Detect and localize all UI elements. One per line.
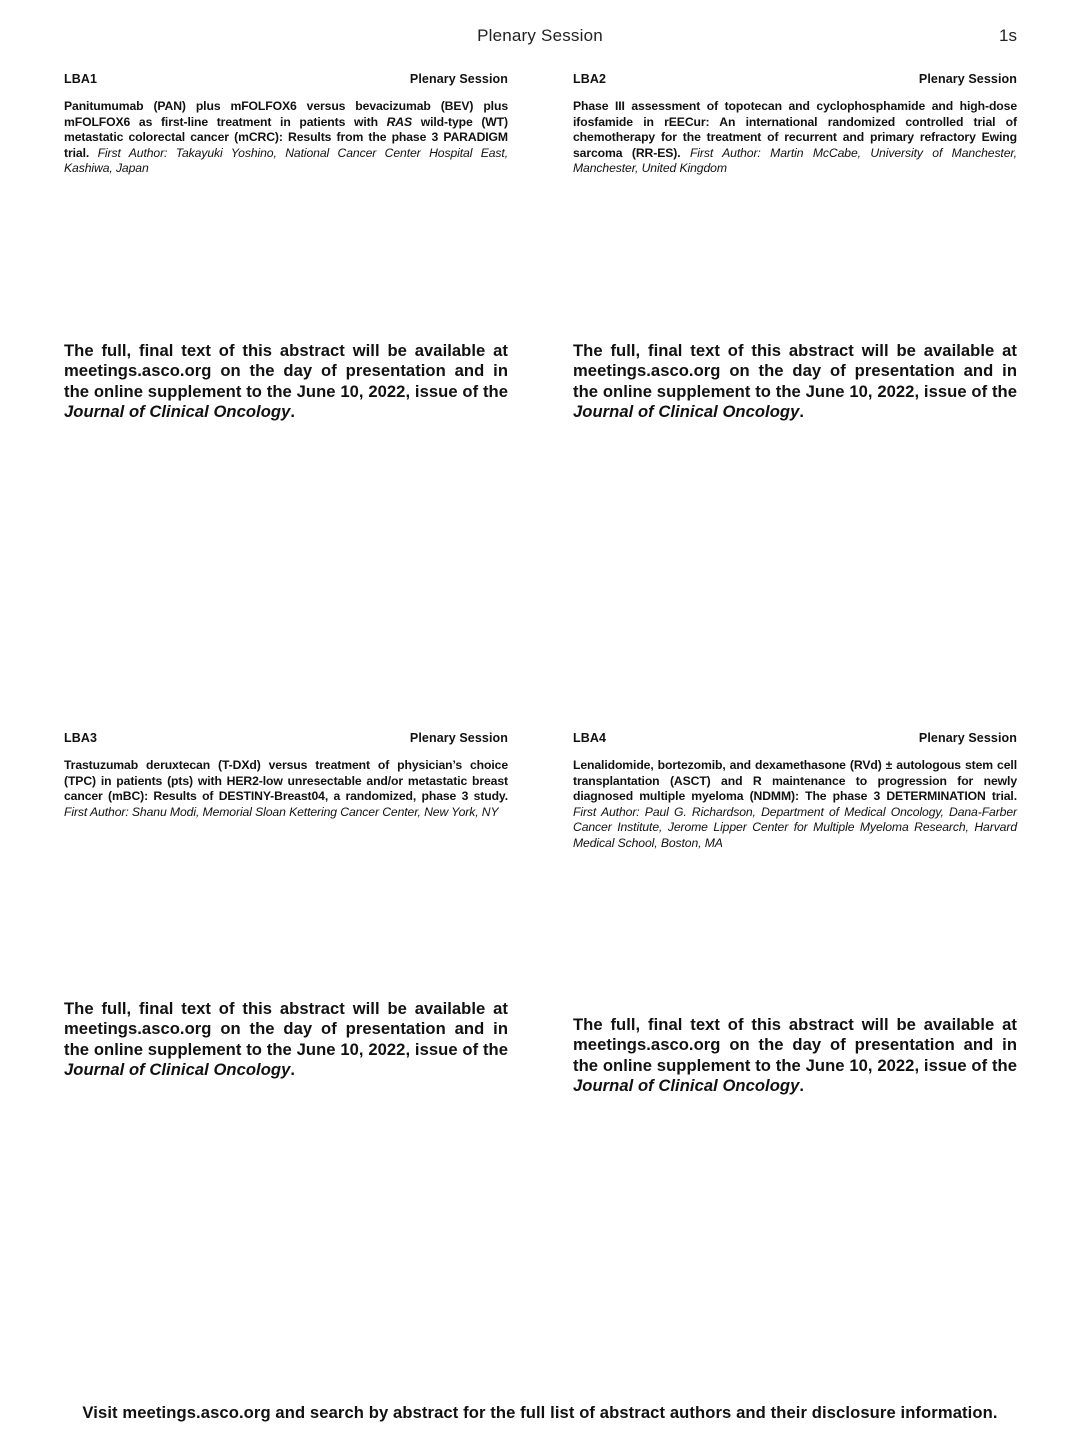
page-header bbox=[0, 26, 1080, 52]
running-header-title: Plenary Session bbox=[477, 26, 603, 45]
abstract-header bbox=[64, 731, 508, 745]
notice-end: . bbox=[290, 402, 296, 422]
notice-text: The full, final text of this abstract will be available at meetings.asco.org on the day of presentation and in the online supplement to the June 10, 2022, issue of the bbox=[573, 1015, 1017, 1075]
abstract-header bbox=[573, 731, 1017, 745]
abstract-first-author: First Author: Takayuki Yoshino, National Cancer Center Hospital East, Kashiwa, Japan bbox=[64, 145, 508, 176]
abstract-first-author: First Author: Shanu Modi, Memorial Sloan Kettering Cancer Center, New York, NY bbox=[64, 804, 499, 819]
abstract-title: Phase III assessment of topotecan and cyclophosphamide and high-dose ifosfamide in rEECur: An international randomized controlled trial of chemotherapy for the treatment of recurrent and primary refractory Ewing sarcoma (RR-ES). bbox=[573, 99, 1017, 160]
abstract-title: Trastuzumab deruxtecan (T-DXd) versus treatment of physician’s choice (TPC) in patients (pts) with HER2-low unresectable and/or metastatic breast cancer (mBC): Results of DESTINY-Breast04, a randomized, phase 3 study. bbox=[64, 758, 508, 804]
page-number: 1s bbox=[999, 26, 1017, 45]
abstract-body bbox=[573, 758, 1017, 852]
notice-end: . bbox=[290, 1060, 296, 1080]
availability-notice bbox=[64, 341, 508, 423]
notice-end: . bbox=[799, 1076, 805, 1096]
abstract-header bbox=[64, 72, 508, 86]
abstract-lba4 bbox=[573, 731, 1017, 852]
abstract-session: Plenary Session bbox=[918, 72, 1017, 86]
availability-notice bbox=[573, 1015, 1017, 1097]
abstract-session: Plenary Session bbox=[918, 731, 1017, 745]
abstract-header bbox=[573, 72, 1017, 86]
abstract-id: LBA3 bbox=[64, 731, 98, 745]
availability-notice bbox=[573, 341, 1017, 423]
abstract-first-author: First Author: Paul G. Richardson, Department of Medical Oncology, Dana-Farber Cancer Institute, Jerome Lipper Center for Multiple Myeloma Research, Harvard Medical School, Boston, MA bbox=[573, 804, 1017, 850]
abstract-session: Plenary Session bbox=[409, 72, 508, 86]
abstract-body bbox=[573, 99, 1017, 177]
notice-text: The full, final text of this abstract will be available at meetings.asco.org on the day of presentation and in the online supplement to the June 10, 2022, issue of the bbox=[64, 999, 508, 1059]
abstract-lba2 bbox=[573, 72, 1017, 177]
abstract-lba1 bbox=[64, 72, 508, 177]
notice-text: The full, final text of this abstract will be available at meetings.asco.org on the day of presentation and in the online supplement to the June 10, 2022, issue of the bbox=[64, 341, 508, 401]
abstract-body bbox=[64, 99, 508, 177]
notice-journal: Journal of Clinical Oncology bbox=[64, 1060, 291, 1080]
abstract-body bbox=[64, 758, 508, 820]
notice-end: . bbox=[799, 402, 805, 422]
notice-journal: Journal of Clinical Oncology bbox=[573, 402, 800, 422]
abstract-lba3 bbox=[64, 731, 508, 820]
availability-notice bbox=[64, 999, 508, 1081]
abstract-title-part: Panitumumab (PAN) plus mFOLFOX6 versus bevacizumab (BEV) plus mFOLFOX6 as first-line treatment in patients with bbox=[64, 99, 508, 129]
page-footer: Visit meetings.asco.org and search by abstract for the full list of abstract authors and their disclosure information. bbox=[82, 1403, 998, 1422]
abstract-title-gene: RAS bbox=[386, 114, 413, 129]
notice-text: The full, final text of this abstract will be available at meetings.asco.org on the day of presentation and in the online supplement to the June 10, 2022, issue of the bbox=[573, 341, 1017, 401]
abstract-id: LBA4 bbox=[573, 731, 607, 745]
notice-journal: Journal of Clinical Oncology bbox=[64, 402, 291, 422]
abstract-title-part: wild-type (WT) metastatic colorectal cancer (mCRC): Results from the phase 3 PARADIGM trial. bbox=[64, 114, 508, 160]
notice-journal: Journal of Clinical Oncology bbox=[573, 1076, 800, 1096]
abstract-first-author: First Author: Martin McCabe, University of Manchester, Manchester, United Kingdom bbox=[573, 145, 1017, 176]
abstract-title: Lenalidomide, bortezomib, and dexamethasone (RVd) ± autologous stem cell transplantation (ASCT) and R maintenance to progression for newly diagnosed multiple myeloma (NDMM): The phase 3 DETERMINATION trial. bbox=[573, 758, 1017, 804]
abstract-session: Plenary Session bbox=[409, 731, 508, 745]
abstract-id: LBA1 bbox=[64, 72, 98, 86]
abstract-id: LBA2 bbox=[573, 72, 607, 86]
